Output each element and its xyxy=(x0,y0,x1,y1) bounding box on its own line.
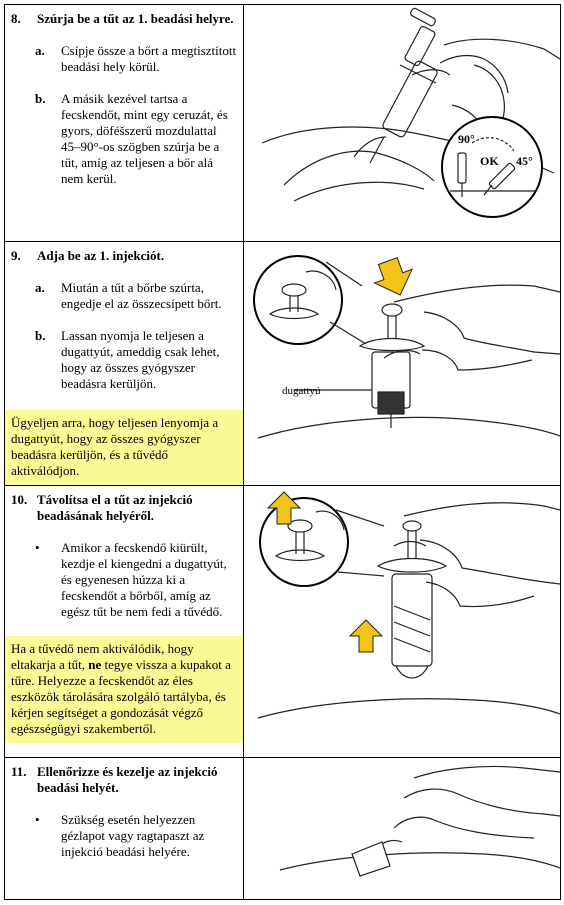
list-item xyxy=(5,328,243,392)
steps-table xyxy=(4,4,561,900)
step-9-illustration xyxy=(244,242,561,486)
step-9-row xyxy=(5,242,561,486)
item-text: A másik kezével tartsa a fecskendőt, mint egy ceruzát, és gyors, döféšszerű mozdulattal 45–90°-os szögben szúrja be a tűt, amíg az teljesen a bőr alá nem kerül. xyxy=(61,91,228,186)
inject-needle-illustration xyxy=(244,5,560,241)
apply-bandage-illustration xyxy=(244,758,560,899)
gauze-pad-icon xyxy=(352,842,390,876)
item-label: b. xyxy=(35,328,46,343)
step-number: 9. xyxy=(11,248,21,263)
list-item xyxy=(5,43,243,75)
angle-90-label: 90° xyxy=(458,132,475,146)
step-title: Adja be az 1. injekciót. xyxy=(37,248,165,263)
list-item xyxy=(5,91,243,187)
step-11-illustration xyxy=(244,758,561,900)
step-8-illustration xyxy=(244,5,561,242)
step-10-heading xyxy=(5,486,243,524)
warning-note xyxy=(5,636,243,743)
warning-note: Ügyeljen arra, hogy teljesen lenyomja a dugattyút, hogy az összes gyógyszer beadásra kerüljön, és a tűvédő aktiválódjon. xyxy=(5,410,243,485)
step-10-illustration xyxy=(244,486,561,758)
item-label: a. xyxy=(35,43,45,58)
item-text: Lassan nyomja le teljesen a dugattyút, ameddig csak lehet, hogy az összes gyógyszer beadásra kerüljön. xyxy=(61,328,220,391)
item-text: Szükség esetén helyezzen gézlapot vagy ragtapaszt az injekció beadási helyére. xyxy=(61,812,205,859)
list-item xyxy=(5,280,243,312)
step-8-row xyxy=(5,5,561,242)
angle-45-label: 45° xyxy=(516,154,533,168)
step-title: Távolítsa el a tűt az injekció beadásának helyéről. xyxy=(37,492,193,523)
item-text: Miután a tűt a bőrbe szúrta, engedje el az összecsípett bőrt. xyxy=(61,280,222,311)
step-11-heading xyxy=(5,758,243,796)
step-8-heading xyxy=(5,5,243,27)
step-title: Ellenőrizze és kezelje az injekció beadási helyét. xyxy=(37,764,218,795)
step-number: 11. xyxy=(11,764,27,779)
step-11-row xyxy=(5,758,561,900)
item-label: a. xyxy=(35,280,45,295)
list-item xyxy=(5,812,243,860)
down-arrow-icon xyxy=(369,254,419,302)
step-9-text xyxy=(5,242,244,486)
bullet-icon: • xyxy=(35,812,40,827)
item-label: b. xyxy=(35,91,46,106)
ok-label: OK xyxy=(480,154,499,168)
step-10-text xyxy=(5,486,244,758)
step-9-heading xyxy=(5,242,243,264)
bullet-icon: • xyxy=(35,540,40,555)
up-arrow-icon xyxy=(350,620,382,652)
step-8-text xyxy=(5,5,244,242)
step-title: Szúrja be a tűt az 1. beadási helyre. xyxy=(37,11,234,26)
step-number: 8. xyxy=(11,11,21,26)
plunger-label: dugattyú xyxy=(282,385,321,397)
note-emphasis: ne xyxy=(88,657,102,672)
list-item xyxy=(5,540,243,620)
step-number: 10. xyxy=(11,492,28,507)
step-11-text xyxy=(5,758,244,900)
step-10-row xyxy=(5,486,561,758)
item-text: Csípje össze a bőrt a megtisztított beadási hely körül. xyxy=(61,43,237,74)
note-text: tegye vissza a kupakot a tűre. Helyezze a fecskendőt az éles eszközök tárolására szolgáló tartályba, és kérjen segítséget a gondozását végző egészségügyi szakembertől. xyxy=(11,657,231,736)
item-text: Amikor a fecskendő kiürült, kezdje el kiengedni a dugattyút, és egyenesen húzza ki a fecskendőt a bőrből, amíg az egész tűt be nem fedi a tűvédő. xyxy=(61,540,227,619)
press-plunger-illustration xyxy=(244,242,560,483)
remove-needle-illustration xyxy=(244,486,560,757)
note-text: Ha a tűvédő nem aktiválódik, hogy eltakarja a tűt, xyxy=(11,641,194,672)
